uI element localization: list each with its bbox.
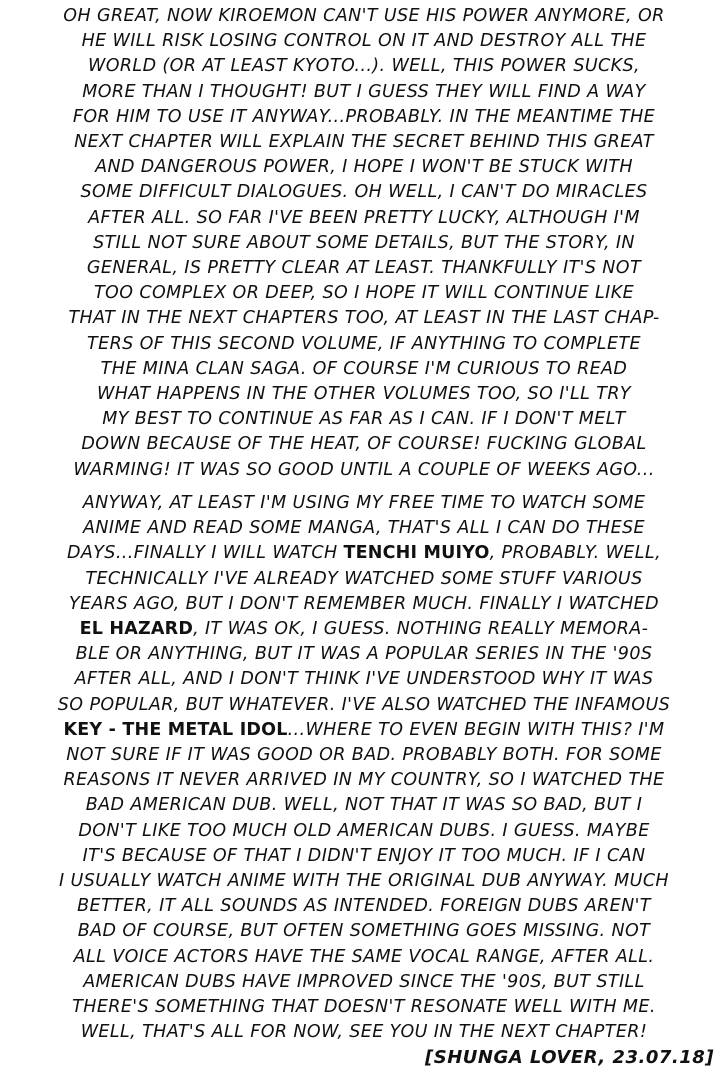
text-line: WHAT HAPPENS IN THE OTHER VOLUMES TOO, SO I'LL TRY — [97, 384, 631, 405]
text-line: ANIME AND READ SOME MANGA, THAT'S ALL I CAN DO THESE — [82, 518, 646, 539]
text-segment: ...WHERE TO EVEN BEGIN WITH THIS? I'M — [287, 719, 665, 740]
text-line: FOR HIM TO USE IT ANYWAY...PROBABLY. IN THE MEANTIME THE — [72, 106, 656, 127]
text-segment: , PROBABLY. WELL, — [489, 543, 662, 564]
anime-title-tenchi-muiyo: TENCHI MUIYO — [343, 543, 490, 564]
text-line: AND DANGEROUS POWER, I HOPE I WON'T BE STUCK WITH — [95, 157, 633, 178]
text-line: BAD OF COURSE, BUT OFTEN SOMETHING GOES MISSING. NOT — [77, 921, 651, 942]
text-line: AFTER ALL, AND I DON'T THINK I'VE UNDERSTOOD WHY IT WAS — [74, 669, 654, 690]
text-line: WORLD (OR AT LEAST KYOTO...). WELL, THIS POWER SUCKS, — [87, 56, 641, 77]
text-line: THAT IN THE NEXT CHAPTERS TOO, AT LEAST IN THE LAST CHAP- — [68, 308, 660, 329]
text-line: TECHNICALLY I'VE ALREADY WATCHED SOME STUFF VARIOUS — [85, 568, 643, 589]
text-line: TERS OF THIS SECOND VOLUME, IF ANYTHING TO COMPLETE — [87, 333, 641, 354]
text-line: ALL VOICE ACTORS HAVE THE SAME VOCAL RANGE, AFTER ALL. — [73, 946, 655, 967]
text-segment: , IT WAS OK, I GUESS. NOTHING REALLY MEMORA- — [193, 619, 649, 640]
text-line: BLE OR ANYTHING, BUT IT WAS A POPULAR SERIES IN THE '90S — [75, 644, 653, 665]
text-line: HE WILL RISK LOSING CONTROL ON IT AND DESTROY ALL THE — [81, 31, 647, 52]
text-segment: DAYS...FINALLY I WILL WATCH — [66, 543, 344, 564]
text-line: REASONS IT NEVER ARRIVED IN MY COUNTRY, SO I WATCHED THE — [63, 770, 665, 791]
text-line — [10, 541, 718, 566]
text-line: BAD AMERICAN DUB. WELL, NOT THAT IT WAS SO BAD, BUT I — [85, 795, 643, 816]
translator-signature: [SHUNGA LOVER, 23.07.18] — [425, 1047, 714, 1068]
text-line: SOME DIFFICULT DIALOGUES. OH WELL, I CAN'T DO MIRACLES — [80, 182, 648, 203]
text-line: STILL NOT SURE ABOUT SOME DETAILS, BUT THE STORY, IN — [93, 232, 635, 253]
text-line: MY BEST TO CONTINUE AS FAR AS I CAN. IF I DON'T MELT — [102, 409, 626, 430]
text-line — [10, 718, 718, 743]
note-paragraph-2 — [10, 491, 718, 1045]
anime-title-key-the-metal-idol: KEY - THE METAL IDOL — [63, 719, 288, 740]
text-line: TOO COMPLEX OR DEEP, SO I HOPE IT WILL CONTINUE LIKE — [93, 283, 635, 304]
text-line: NEXT CHAPTER WILL EXPLAIN THE SECRET BEHIND THIS GREAT — [74, 132, 654, 153]
text-line: OH GREAT, NOW KIROEMON CAN'T USE HIS POWER ANYMORE, OR — [63, 6, 665, 26]
text-line: I USUALLY WATCH ANIME WITH THE ORIGINAL DUB ANYWAY. MUCH — [59, 871, 669, 892]
text-line: NOT SURE IF IT WAS GOOD OR BAD. PROBABLY BOTH. FOR SOME — [66, 745, 662, 766]
text-line: THERE'S SOMETHING THAT DOESN'T RESONATE WELL WITH ME. — [72, 997, 656, 1018]
anime-title-el-hazard: EL HAZARD — [79, 619, 194, 640]
text-line: YEARS AGO, BUT I DON'T REMEMBER MUCH. FINALLY I WATCHED — [69, 593, 659, 614]
text-line: BETTER, IT ALL SOUNDS AS INTENDED. FOREIGN DUBS AREN'T — [77, 896, 651, 917]
text-line: IT'S BECAUSE OF THAT I DIDN'T ENJOY IT TOO MUCH. IF I CAN — [82, 845, 646, 866]
text-line: MORE THAN I THOUGHT! BUT I GUESS THEY WILL FIND A WAY — [82, 81, 646, 102]
text-line: AMERICAN DUBS HAVE IMPROVED SINCE THE '90S, BUT STILL — [83, 971, 645, 992]
text-line — [10, 617, 718, 642]
text-line: DOWN BECAUSE OF THE HEAT, OF COURSE! FUCKING GLOBAL — [81, 434, 647, 455]
text-line: WARMING! IT WAS SO GOOD UNTIL A COUPLE OF WEEKS AGO... — [73, 459, 655, 480]
text-line: AFTER ALL. SO FAR I'VE BEEN PRETTY LUCKY, ALTHOUGH I'M — [88, 207, 640, 228]
text-line: ANYWAY, AT LEAST I'M USING MY FREE TIME TO WATCH SOME — [82, 493, 646, 513]
text-line: DON'T LIKE TOO MUCH OLD AMERICAN DUBS. I GUESS. MAYBE — [78, 820, 650, 841]
text-line: THE MINA CLAN SAGA. OF COURSE I'M CURIOUS TO READ — [100, 358, 628, 379]
text-line: WELL, THAT'S ALL FOR NOW, SEE YOU IN THE NEXT CHAPTER! — [80, 1022, 648, 1043]
note-paragraph-1 — [10, 4, 718, 483]
text-line: SO POPULAR, BUT WHATEVER. I'VE ALSO WATCHED THE INFAMOUS — [57, 694, 671, 715]
text-line: GENERAL, IS PRETTY CLEAR AT LEAST. THANKFULLY IT'S NOT — [86, 258, 642, 279]
